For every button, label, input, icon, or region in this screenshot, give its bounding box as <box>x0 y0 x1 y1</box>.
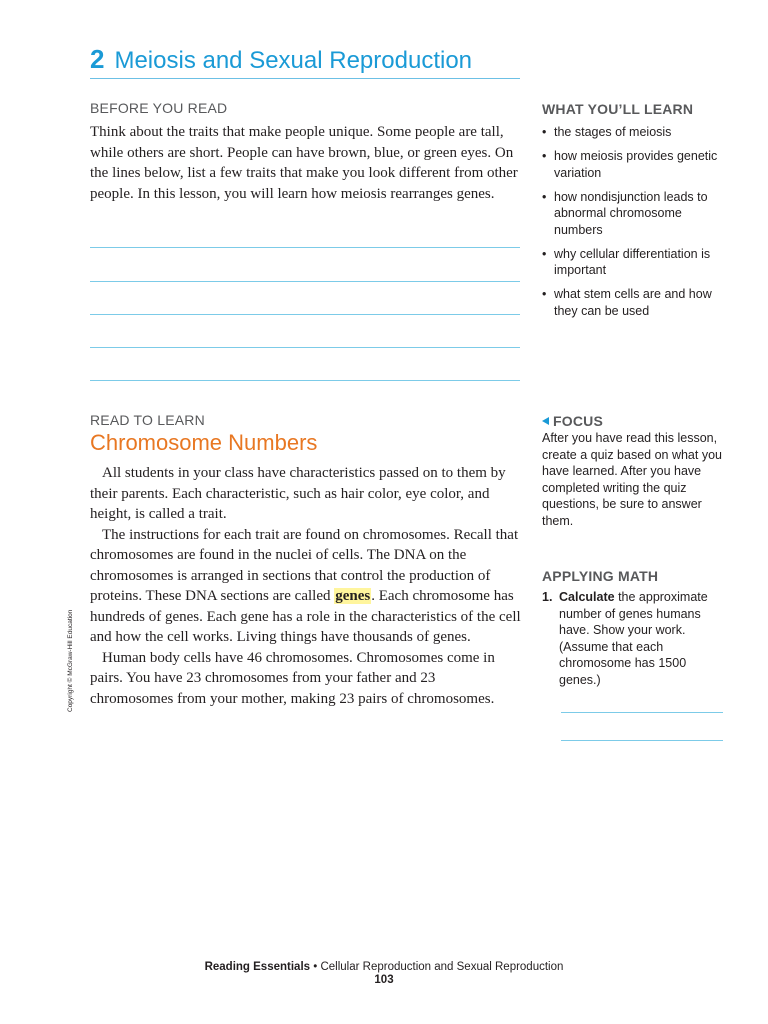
answer-line-3[interactable] <box>90 314 520 315</box>
answer-line-5[interactable] <box>90 380 520 381</box>
footer-line <box>0 961 768 973</box>
before-you-read-text: Think about the traits that make people unique. Some people are tall, while others are short. People can have brown, blue, or green eyes. On the lines below, list a few traits that make you look different from other people. In this lesson, you will learn how meiosis rearranges genes. <box>90 124 518 202</box>
lesson-title: Meiosis and Sexual Reproduction <box>114 47 473 74</box>
before-you-read-heading: BEFORE YOU READ <box>90 100 228 116</box>
math-question <box>542 589 724 688</box>
list-item: • what stem cells are and how they can be used <box>542 286 727 319</box>
paragraph-3: Human body cells have 46 chromosomes. Chromosomes come in pairs. You have 23 chromosomes from your father and 23 chromosomes from your mother, making 23 pairs of chromosomes. <box>90 649 495 707</box>
answer-line-4[interactable] <box>90 347 520 348</box>
focus-text: After you have read this lesson, create a quiz based on what you have learned. After you have completed writing the quiz questions, be sure to answer them. <box>542 431 722 528</box>
read-to-learn-heading: READ TO LEARN <box>90 412 205 428</box>
focus-heading-label: FOCUS <box>553 413 603 429</box>
footer-chapter: Cellular Reproduction and Sexual Reproduction <box>320 961 564 973</box>
question-number: 1. <box>542 590 553 604</box>
copyright-text: Copyright © McGraw-Hill Education <box>67 609 74 712</box>
page-number: 103 <box>374 974 394 986</box>
answer-line-2[interactable] <box>90 281 520 282</box>
arrow-left-icon <box>542 417 549 425</box>
paragraph-2-start: The instructions for each trait are found on chromosomes. Recall that chromosomes are found in the nuclei of cells. The DNA on the chromosomes is arranged in sections that control the production of proteins. These DNA sections are called <box>90 526 519 604</box>
focus-heading <box>542 413 603 429</box>
list-item: • how meiosis provides genetic variation <box>542 148 727 181</box>
read-to-learn-body <box>90 463 522 709</box>
math-answer-line-1[interactable] <box>561 712 723 713</box>
learning-objectives-list <box>542 124 727 327</box>
footer-book-title: Reading Essentials <box>204 961 311 973</box>
section-title: Chromosome Numbers <box>90 430 318 455</box>
list-item: • how nondisjunction leads to abnormal chromosome numbers <box>542 189 727 239</box>
question-verb: Calculate <box>559 590 615 604</box>
page-header <box>90 44 520 79</box>
applying-math-heading: APPLYING MATH <box>542 568 659 584</box>
footer-separator: • <box>310 961 321 973</box>
list-item: • why cellular differentiation is important <box>542 246 727 279</box>
highlighted-term-genes: genes <box>335 588 371 604</box>
paragraph-2 <box>90 525 522 648</box>
list-item: • the stages of meiosis <box>542 124 727 141</box>
math-answer-line-2[interactable] <box>561 740 723 741</box>
question-text: the approximate number of genes humans have. Show your work. (Assume that each chromosome has 1500 genes.) <box>559 590 708 687</box>
paragraph-2-end: . Each chromosome has hundreds of genes. Each gene has a role in the characteristics of the cell and how the cell works. Living things have thousands of genes. <box>90 588 521 645</box>
what-youll-learn-heading: WHAT YOU’LL LEARN <box>542 101 694 117</box>
paragraph-1: All students in your class have characteristics passed on to them by their parents. Each characteristic, such as hair color, eye color, and height, is called a trait. <box>90 465 506 522</box>
answer-line-1[interactable] <box>90 247 520 248</box>
lesson-number: 2 <box>90 44 105 74</box>
